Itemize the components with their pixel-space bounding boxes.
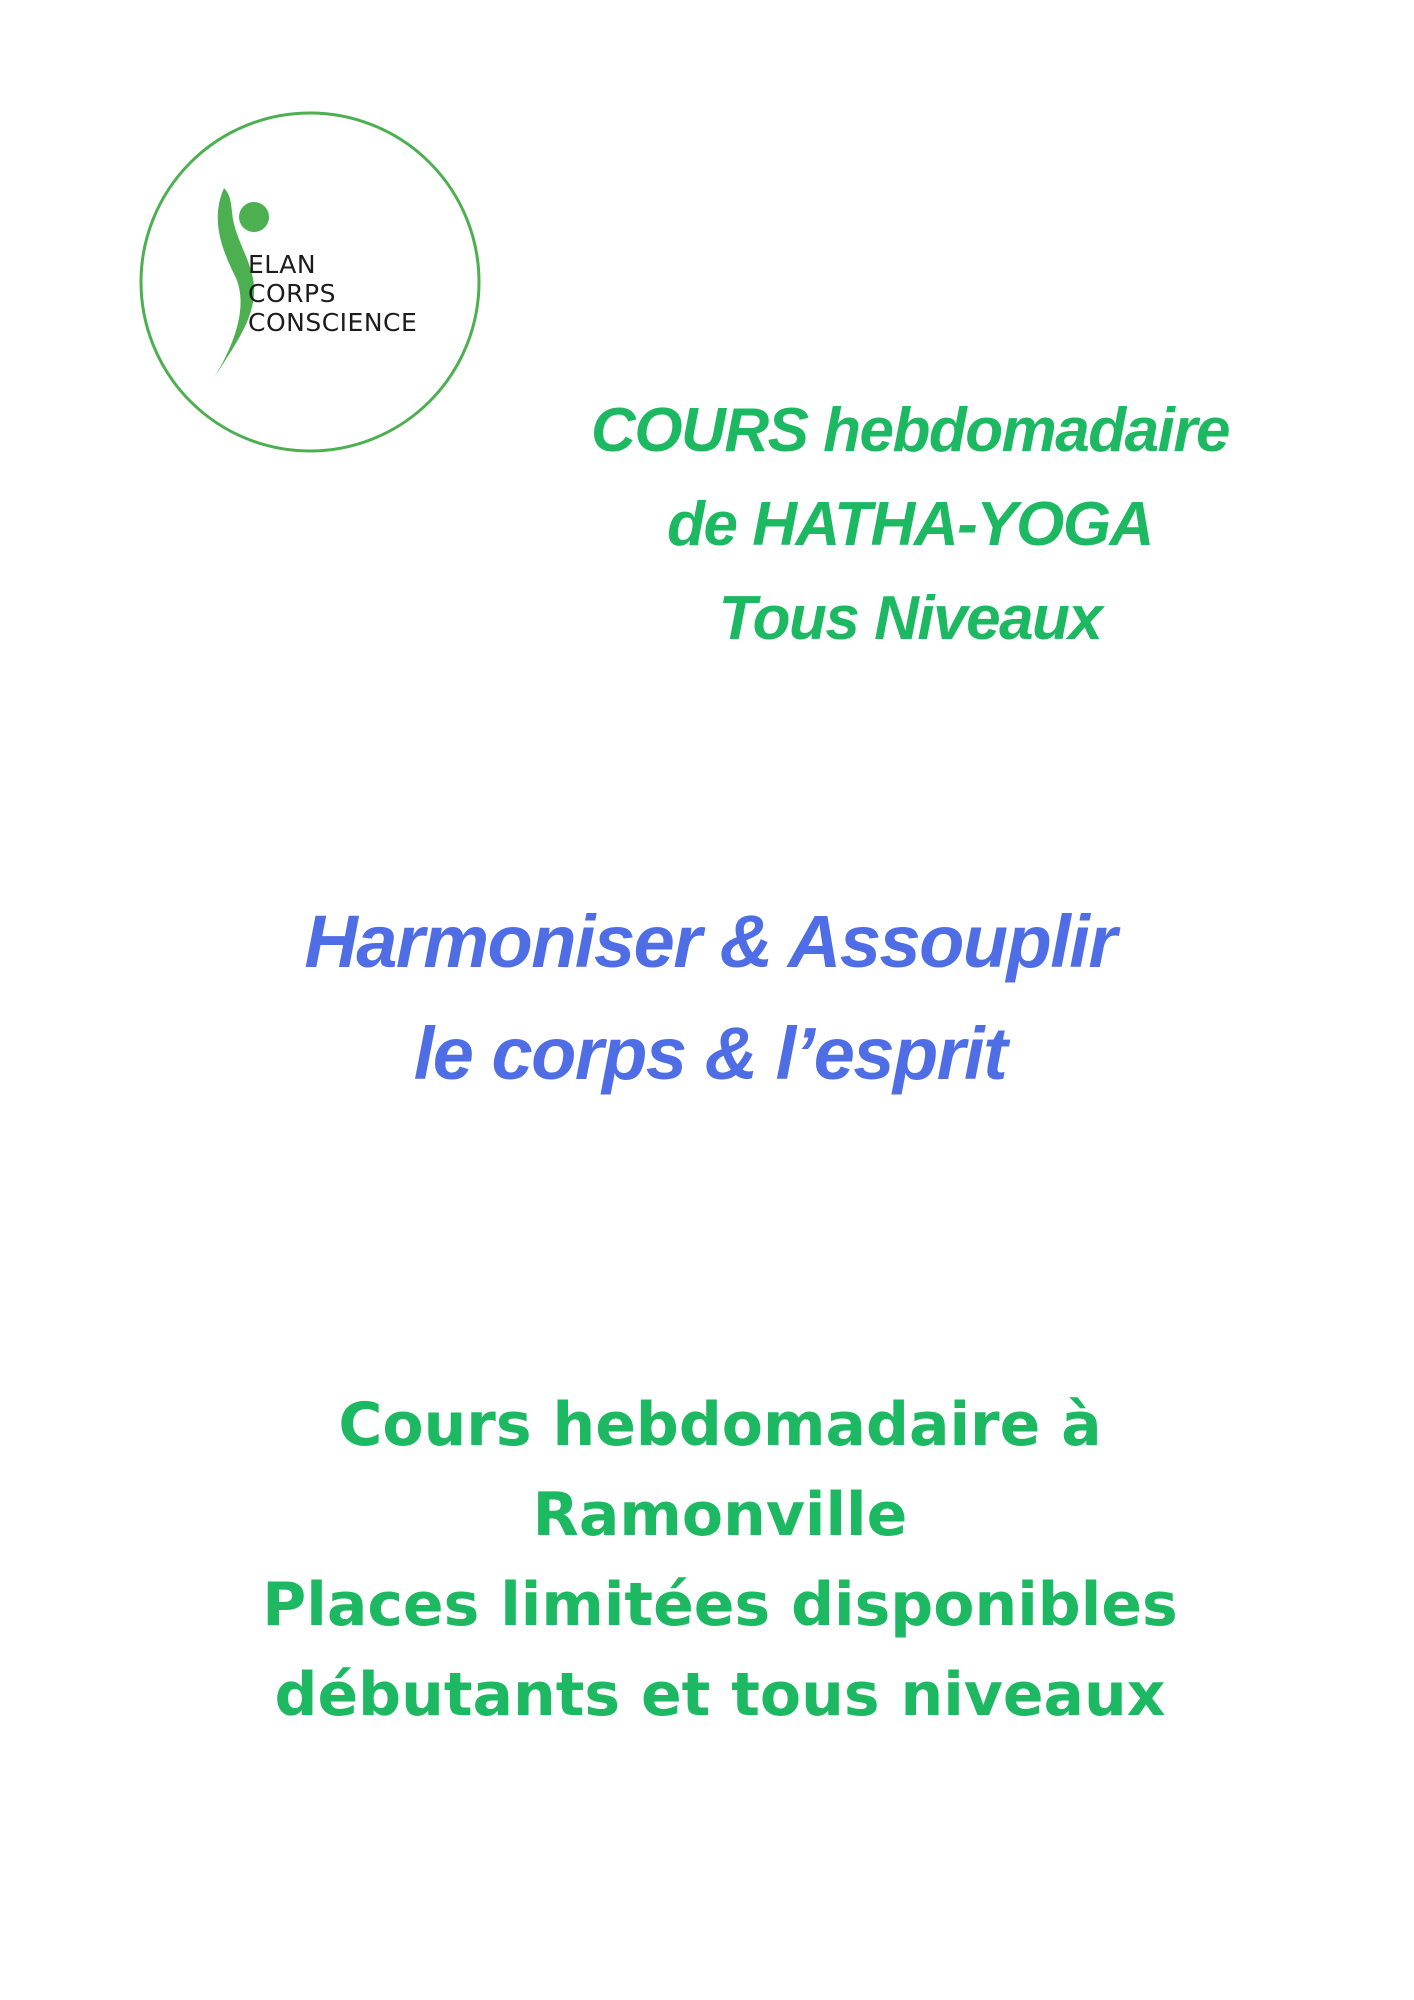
course-info [130,1380,1310,1740]
info-line-1: Cours hebdomadaire à [338,1390,1102,1460]
headline-line-3: Tous Niveaux [718,584,1102,653]
headline-line-2: de HATHA-YOGA [667,490,1153,559]
tagline-line-1: Harmoniser & Assouplir [304,900,1116,983]
logo-wordmark [248,250,417,337]
logo-line-corps: CORPS [248,279,336,308]
course-headline [500,384,1320,666]
info-line-4: débutants et tous niveaux [274,1660,1166,1730]
logo-line-elan: ELAN [248,250,317,279]
tagline [150,886,1270,1110]
info-line-3: Places limitées disponibles [262,1570,1178,1640]
tagline-line-2: le corps & l’esprit [413,1012,1007,1095]
logo-line-conscience: CONSCIENCE [248,308,418,337]
info-line-2: Ramonville [532,1480,908,1550]
logo [138,110,482,454]
headline-line-1: COURS hebdomadaire [591,396,1229,465]
